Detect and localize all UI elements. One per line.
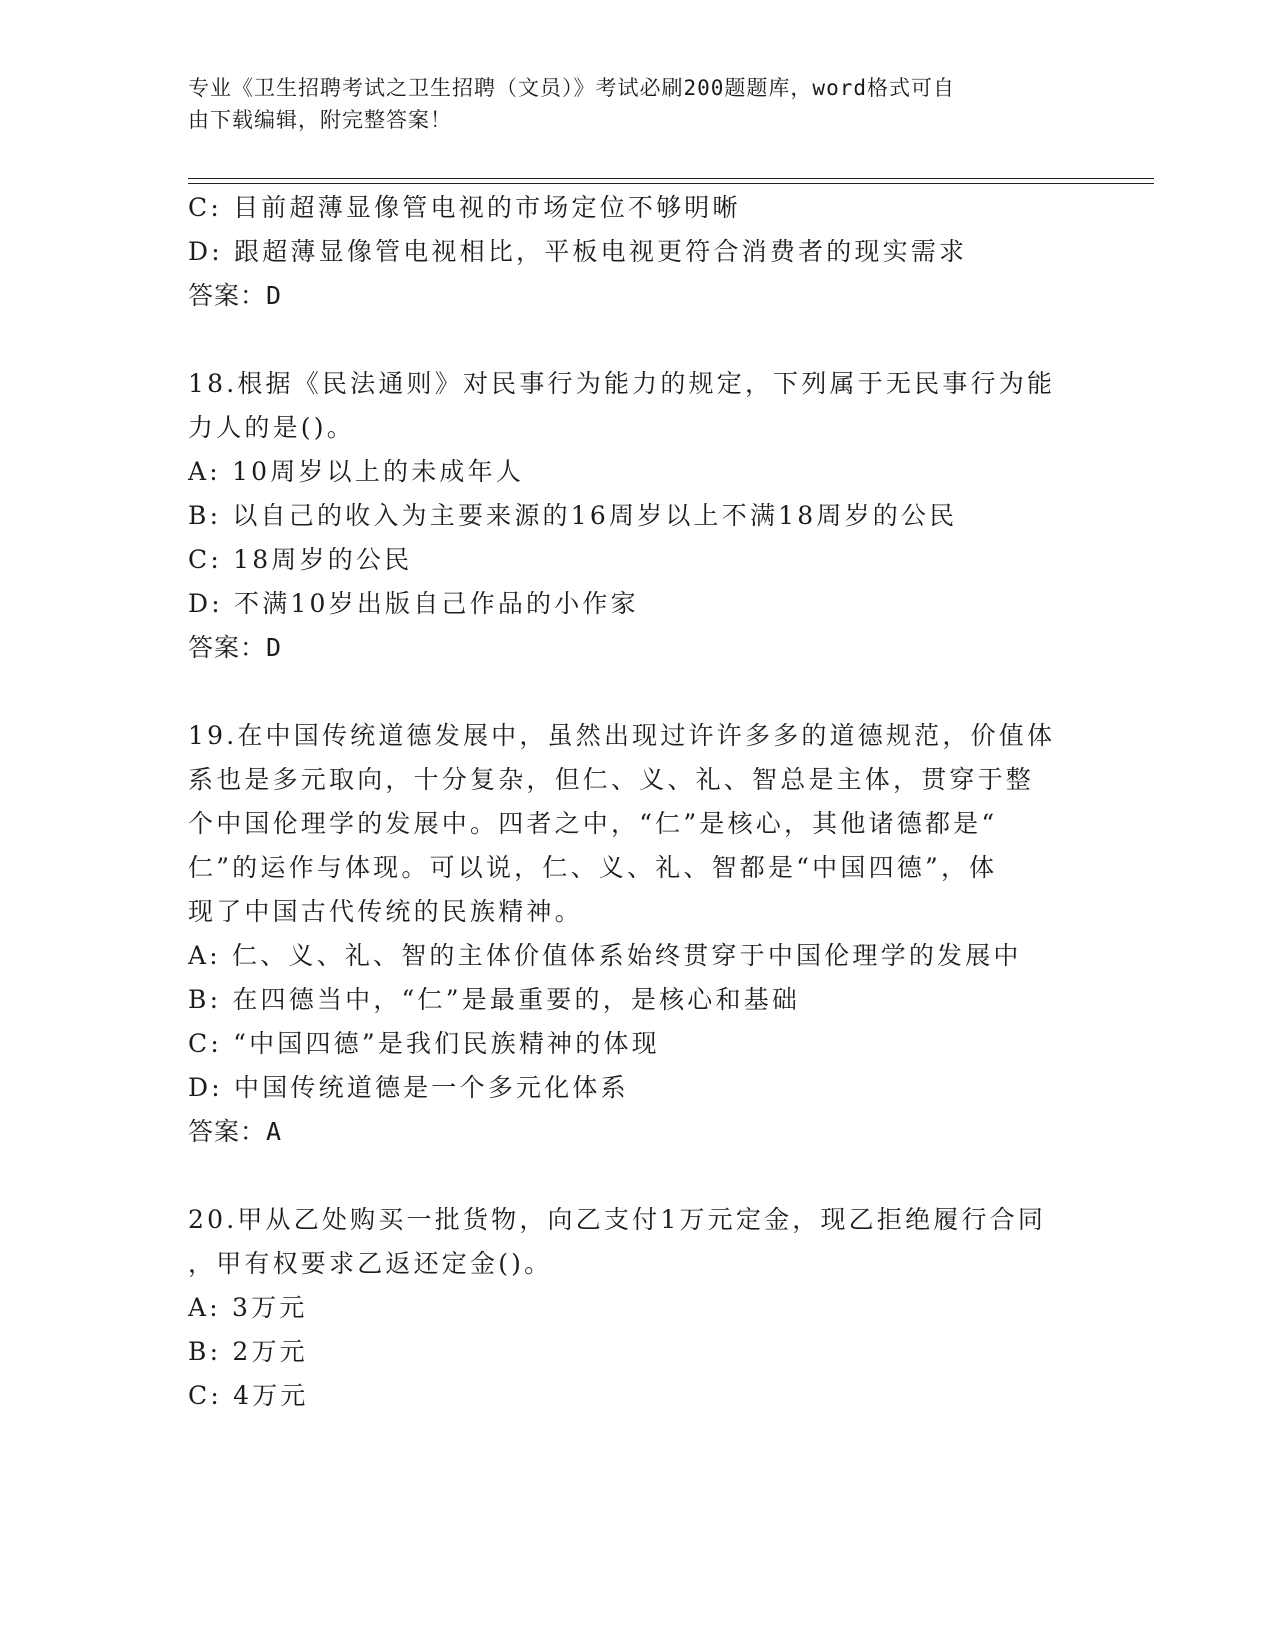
header-line-2: 由下载编辑，附完整答案！ [188,108,452,132]
q18-stem-line-1: 18.根据《民法通则》对民事行为能力的规定，下列属于无民事行为能 [188,369,1056,398]
q18-option-b: B: 以自己的收入为主要来源的16周岁以上不满18周岁的公民 [188,501,958,530]
q18-option-a: A: 10周岁以上的未成年人 [188,457,525,486]
q19-stem-line-3: 个中国伦理学的发展中。四者之中，“仁”是核心，其他诸德都是“ [188,809,998,838]
q20-option-c: C: 4万元 [188,1381,309,1410]
q18-answer: 答案：D [188,633,283,662]
q20-option-a: A: 3万元 [188,1293,308,1322]
q19-option-d: D: 中国传统道德是一个多元化体系 [188,1073,629,1102]
q18-option-d: D: 不满10岁出版自己作品的小作家 [188,589,639,618]
q19-stem-line-5: 现了中国古代传统的民族精神。 [188,897,583,926]
q19-stem-line-2: 系也是多元取向，十分复杂，但仁、义、礼、智总是主体，贯穿于整 [188,765,1035,794]
q19-option-a: A: 仁、义、礼、智的主体价值体系始终贯穿于中国伦理学的发展中 [188,941,1022,970]
q19-option-b: B: 在四德当中，“仁”是最重要的，是核心和基础 [188,985,801,1014]
q19-stem-line-1: 19.在中国传统道德发展中，虽然出现过许许多多的道德规范，价值体 [188,721,1056,750]
q18-stem-line-2: 力人的是()。 [188,413,355,442]
q20-stem-line-2: ，甲有权要求乙返还定金()。 [188,1249,553,1278]
q19-option-c: C: “中国四德”是我们民族精神的体现 [188,1029,660,1058]
q17-option-d: D: 跟超薄显像管电视相比，平板电视更符合消费者的现实需求 [188,237,968,266]
header-line-1: 专业《卫生招聘考试之卫生招聘（文员）》考试必刷200题题库，word格式可自 [188,76,955,100]
q20-option-b: B: 2万元 [188,1337,308,1366]
q17-answer: 答案：D [188,281,283,310]
document-header [188,72,1068,136]
q20-stem-line-1: 20.甲从乙处购买一批货物，向乙支付1万元定金，现乙拒绝履行合同 [188,1205,1047,1234]
header-divider-top [188,178,1154,179]
header-divider-bottom [188,183,1154,184]
q19-stem-line-4: 仁”的运作与体现。可以说，仁、义、礼、智都是“中国四德”，体 [188,853,998,882]
q19-answer: 答案：A [188,1117,283,1146]
q18-option-c: C: 18周岁的公民 [188,545,413,574]
q17-option-c: C: 目前超薄显像管电视的市场定位不够明晰 [188,193,741,222]
